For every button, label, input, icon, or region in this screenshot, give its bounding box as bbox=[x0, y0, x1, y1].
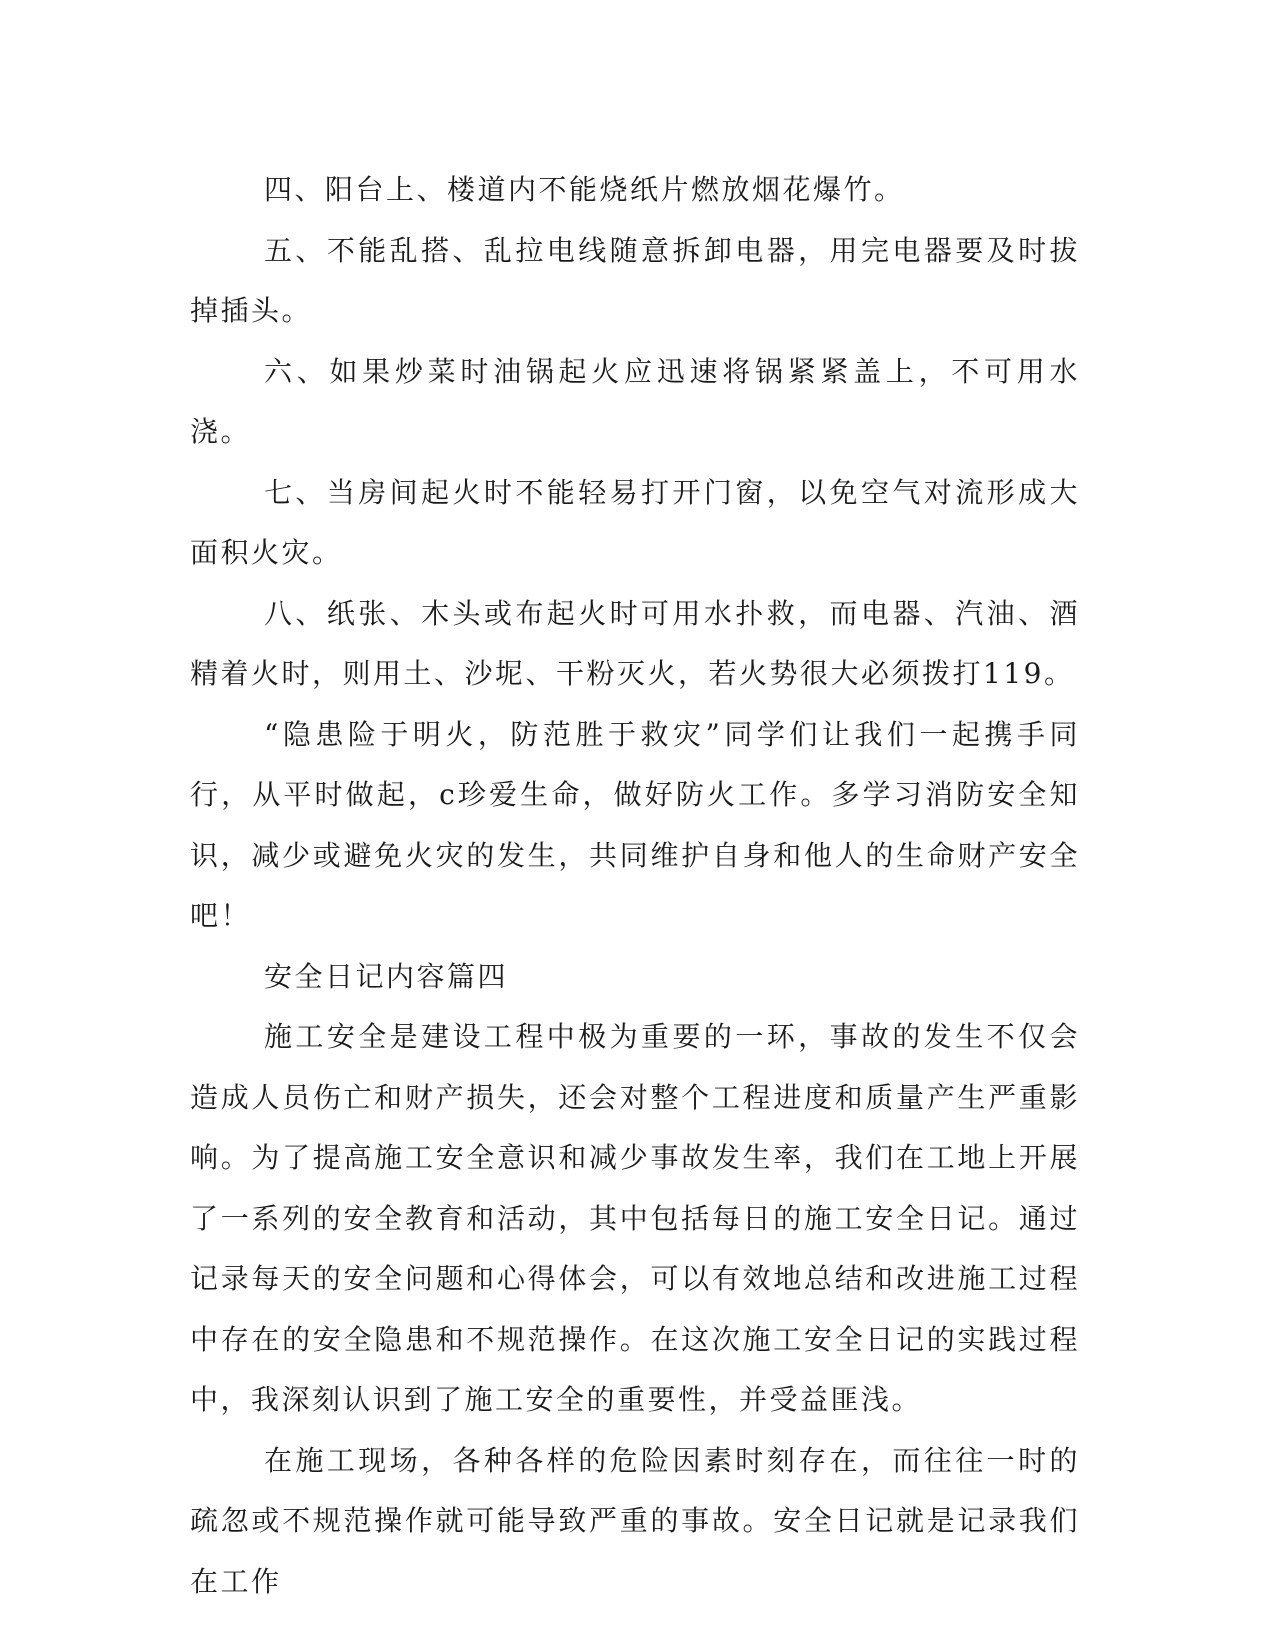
paragraph-rule-7: 七、当房间起火时不能轻易打开门窗，以免空气对流形成大面积火灾。 bbox=[190, 475, 1080, 569]
paragraph-construction-safety-intro: 施工安全是建设工程中极为重要的一环，事故的发生不仅会造成人员伤亡和财产损失，还会对整个工程进度和质量产生严重影响。为了提高施工安全意识和减少事故发生率，我们在工地上开展了一系列的安全教育和活动，其中包括每日的施工安全日记。通过记录每天的安全问题和心得体会，可以有效地总结和改进施工过程中存在的安全隐患和不规范操作。在这次施工安全日记的实践过程中，我深刻认识到了施工安全的重要性，并受益匪浅。 bbox=[190, 1020, 1080, 1416]
paragraph-construction-site-risks: 在施工现场，各种各样的危险因素时刻存在，而往往一时的疏忽或不规范操作就可能导致严重的事故。安全日记就是记录我们在工作 bbox=[190, 1443, 1080, 1598]
section-heading: 安全日记内容篇四 bbox=[264, 959, 509, 993]
paragraph-rule-8: 八、纸张、木头或布起火时可用水扑救，而电器、汽油、酒精着火时，则用土、沙坭、干粉灭火，若火势很大必须拨打119。 bbox=[190, 596, 1080, 690]
paragraph-closing-appeal: “隐患险于明火，防范胜于救灾”同学们让我们一起携手同行，从平时做起，c珍爱生命，做好防火工作。多学习消防安全知识，减少或避免火灾的发生，共同维护自身和他人的生命财产安全吧！ bbox=[190, 717, 1080, 932]
paragraph-rule-6: 六、如果炒菜时油锅起火应迅速将锅紧紧盖上，不可用水浇。 bbox=[190, 354, 1080, 448]
document-body bbox=[190, 160, 1080, 1612]
paragraph-rule-4: 四、阳台上、楼道内不能烧纸片燃放烟花爆竹。 bbox=[264, 173, 905, 206]
paragraph-rule-5: 五、不能乱搭、乱拉电线随意拆卸电器，用完电器要及时拔掉插头。 bbox=[190, 233, 1080, 327]
